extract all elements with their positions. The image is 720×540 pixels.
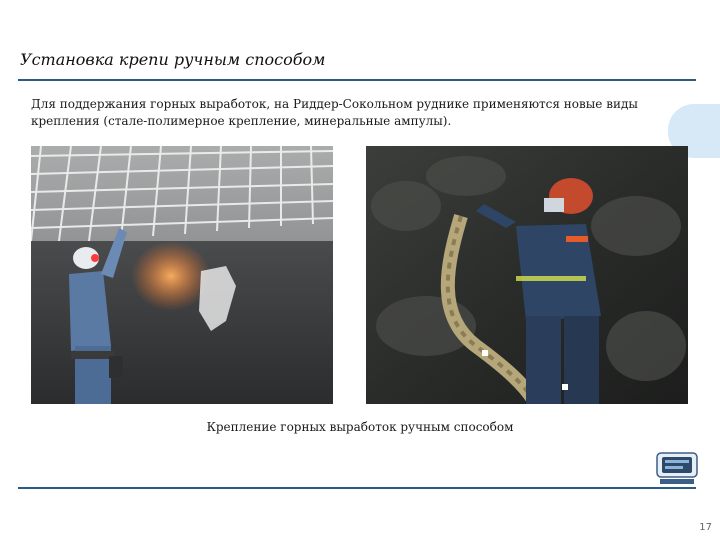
- slide-title: Установка крепи ручным способом: [20, 50, 326, 69]
- page-number: 17: [699, 522, 712, 533]
- photo-hose-work: [366, 146, 688, 404]
- company-logo-icon: [656, 452, 698, 486]
- photos-caption: Крепление горных выработок ручным способом: [206, 420, 514, 434]
- photo-mesh-installation-image: [31, 146, 333, 404]
- photo-mesh-installation: [31, 146, 333, 404]
- photo-hose-work-image: [366, 146, 688, 404]
- intro-text: Для поддержания горных выработок, на Риддер-Сокольном руднике применяются новые виды крепления (стале-полимерное крепление, минеральные ампулы).: [31, 97, 638, 128]
- footer-divider: [18, 487, 696, 489]
- title-divider: [18, 79, 696, 81]
